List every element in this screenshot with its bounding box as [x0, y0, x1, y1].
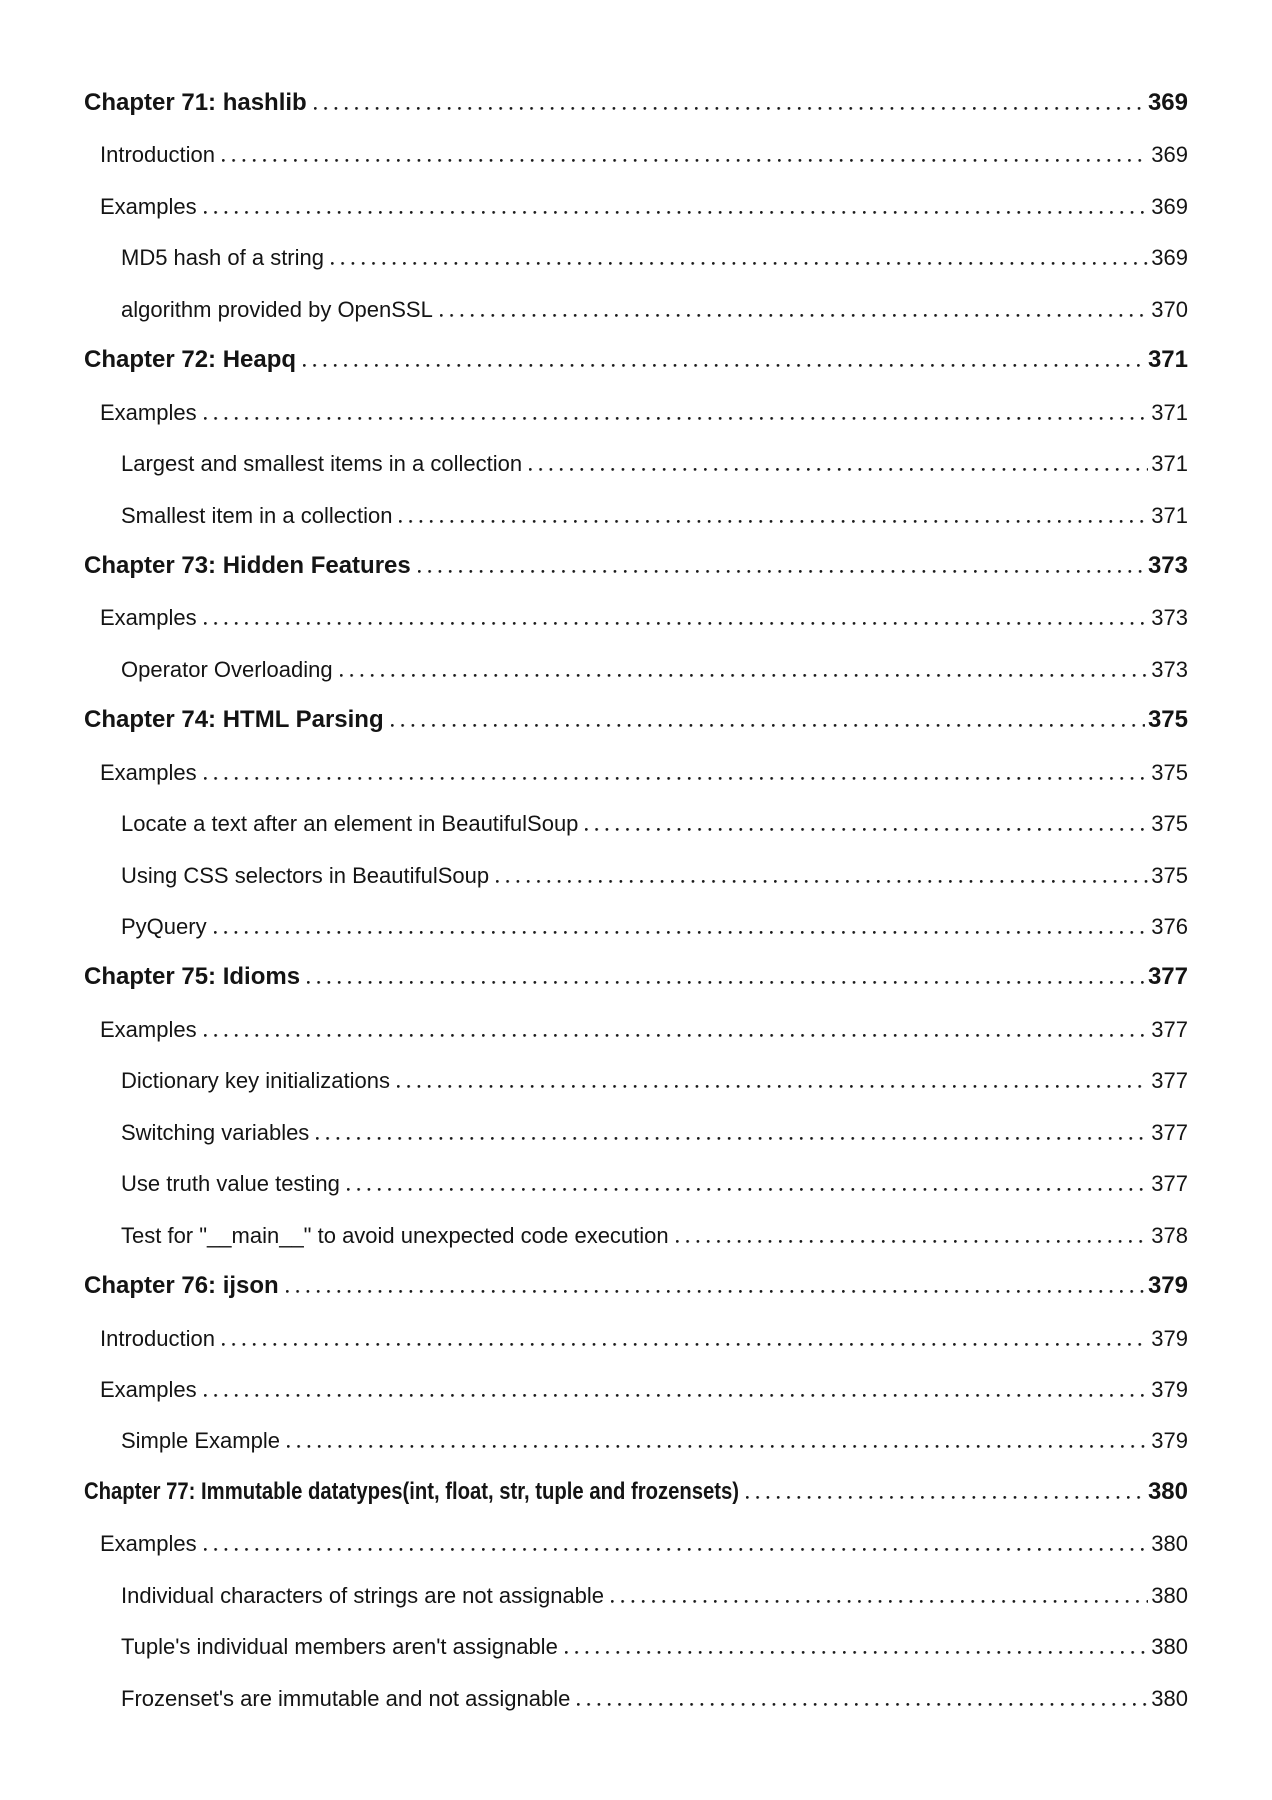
toc-page-number: 380: [1147, 1477, 1188, 1505]
dot-leader: [399, 520, 1148, 523]
toc-entry-label: Chapter 76: ijson: [84, 1272, 279, 1300]
toc-row[interactable]: [84, 438, 1188, 489]
toc-entry-label: Switching variables: [121, 1119, 310, 1145]
toc-entry-label: Dictionary key initializations: [121, 1068, 390, 1094]
toc-row[interactable]: [84, 129, 1188, 180]
toc-row[interactable]: [84, 1673, 1188, 1724]
toc-entry-label: Introduction: [100, 142, 215, 168]
dot-leader: [331, 262, 1148, 265]
dot-leader: [204, 211, 1149, 214]
toc-page-number: 371: [1151, 399, 1188, 425]
toc-entry-label: Examples: [100, 605, 197, 631]
toc-page-number: 376: [1151, 914, 1188, 939]
dot-leader: [307, 981, 1145, 984]
dot-leader: [585, 828, 1148, 831]
dot-leader: [611, 1600, 1148, 1603]
dot-leader: [746, 1496, 1145, 1499]
toc-entry-label: Introduction: [100, 1325, 215, 1351]
toc-row[interactable]: [84, 1210, 1188, 1261]
toc-page-number: 373: [1147, 551, 1188, 579]
toc-entry-label: Using CSS selectors in BeautifulSoup: [121, 862, 490, 888]
toc-row[interactable]: [84, 1158, 1188, 1209]
dot-leader: [314, 107, 1145, 110]
toc-entry-label: Smallest item in a collection: [121, 502, 393, 528]
toc-entry-label: Use truth value testing: [121, 1171, 340, 1197]
toc-page-number: 377: [1147, 963, 1188, 991]
toc-row[interactable]: [84, 952, 1188, 1003]
toc-entry-label: Examples: [100, 1016, 197, 1042]
toc-page-number: 379: [1151, 1428, 1188, 1454]
toc-page-number: 371: [1151, 502, 1188, 528]
dot-leader: [529, 468, 1148, 471]
toc-page-number: 371: [1151, 451, 1188, 477]
toc-page-number: 377: [1151, 1068, 1188, 1094]
toc-row[interactable]: [84, 1055, 1188, 1106]
toc-row[interactable]: [84, 78, 1188, 129]
toc-page-number: 375: [1151, 811, 1188, 837]
toc-row[interactable]: [84, 1467, 1188, 1518]
dot-leader: [347, 1188, 1148, 1191]
dot-leader: [316, 1137, 1148, 1140]
toc-row[interactable]: [84, 181, 1188, 232]
dot-leader: [204, 1548, 1149, 1551]
dot-leader: [577, 1703, 1148, 1706]
dot-leader: [286, 1290, 1145, 1293]
toc-row[interactable]: [84, 1518, 1188, 1569]
toc-page-number: 375: [1151, 759, 1188, 785]
dot-leader: [204, 1034, 1149, 1037]
dot-leader: [204, 1394, 1149, 1397]
toc-entry-label: Test for "__main__" to avoid unexpected code execution: [121, 1222, 669, 1248]
toc-entry-label: Examples: [100, 193, 197, 219]
toc-entry-label: Examples: [100, 1531, 197, 1557]
dot-leader: [222, 159, 1148, 162]
dot-leader: [418, 570, 1145, 573]
toc-page-number: 379: [1151, 1325, 1188, 1351]
toc-entry-label: Chapter 72: Heapq: [84, 346, 297, 374]
toc-page-number: 369: [1151, 142, 1188, 168]
toc-entry-label: Simple Example: [121, 1428, 280, 1454]
toc-row[interactable]: [84, 335, 1188, 386]
toc-row[interactable]: [84, 1415, 1188, 1466]
toc-row[interactable]: [84, 1107, 1188, 1158]
toc-page-number: 375: [1151, 862, 1188, 888]
toc-entry-label: Frozenset's are immutable and not assignable: [121, 1685, 571, 1711]
toc-page-number: 371: [1147, 346, 1188, 374]
toc-page-number: 379: [1151, 1376, 1188, 1402]
toc-row[interactable]: [84, 1364, 1188, 1415]
dot-leader: [204, 622, 1149, 625]
toc-page-number: 379: [1147, 1272, 1188, 1300]
toc-entry-label: Operator Overloading: [121, 656, 333, 682]
dot-leader: [340, 674, 1149, 677]
toc-page-number: 377: [1151, 1171, 1188, 1197]
toc-row[interactable]: [84, 1313, 1188, 1364]
toc-row[interactable]: [84, 901, 1188, 952]
toc-entry-label: MD5 hash of a string: [121, 245, 324, 271]
dot-leader: [287, 1445, 1148, 1448]
toc-row[interactable]: [84, 798, 1188, 849]
dot-leader: [303, 364, 1145, 367]
toc-entry-label: Chapter 71: hashlib: [84, 89, 307, 116]
toc-entry-label: PyQuery: [121, 914, 207, 939]
toc-row[interactable]: [84, 1004, 1188, 1055]
toc-row[interactable]: [84, 1261, 1188, 1312]
toc-row[interactable]: [84, 1570, 1188, 1621]
toc-row[interactable]: [84, 695, 1188, 746]
toc-row[interactable]: [84, 850, 1188, 901]
dot-leader: [214, 931, 1149, 934]
toc-entry-label: Chapter 74: HTML Parsing: [84, 706, 384, 734]
toc-page-number: 377: [1151, 1016, 1188, 1042]
dot-leader: [440, 314, 1148, 317]
toc-entry-label: Examples: [100, 1376, 197, 1402]
dot-leader: [565, 1651, 1148, 1654]
toc-row[interactable]: [84, 284, 1188, 335]
dot-leader: [204, 417, 1149, 420]
toc-page-number: 373: [1151, 605, 1188, 631]
toc-page-number: 369: [1151, 193, 1188, 219]
toc-page-number: 378: [1151, 1222, 1188, 1248]
toc-entry-label: Locate a text after an element in BeautifulSoup: [121, 811, 579, 837]
toc-entry-label: algorithm provided by OpenSSL: [121, 296, 433, 322]
dot-leader: [204, 777, 1149, 780]
table-of-contents: [84, 78, 1188, 1724]
toc-entry-label: Largest and smallest items in a collection: [121, 451, 523, 477]
toc-page-number: 377: [1151, 1119, 1188, 1145]
toc-row[interactable]: [84, 644, 1188, 695]
toc-page-number: 380: [1151, 1634, 1188, 1660]
toc-entry-label: Examples: [100, 399, 197, 425]
toc-page-number: 369: [1151, 245, 1188, 271]
toc-row[interactable]: [84, 387, 1188, 438]
toc-row[interactable]: [84, 490, 1188, 541]
toc-entry-label: Tuple's individual members aren't assignable: [121, 1634, 558, 1660]
toc-page-number: 380: [1151, 1531, 1188, 1557]
toc-page-number: 369: [1147, 89, 1188, 116]
toc-row[interactable]: [84, 541, 1188, 592]
toc-entry-label: Chapter 73: Hidden Features: [84, 551, 411, 579]
dot-leader: [496, 880, 1148, 883]
toc-entry-label: Examples: [100, 759, 197, 785]
toc-page-number: 380: [1151, 1685, 1188, 1711]
dot-leader: [222, 1343, 1148, 1346]
dot-leader: [397, 1085, 1148, 1088]
toc-row[interactable]: [84, 747, 1188, 798]
toc-page-number: 370: [1151, 296, 1188, 322]
toc-entry-label: Individual characters of strings are not assignable: [121, 1582, 605, 1608]
dot-leader: [676, 1240, 1149, 1243]
toc-row[interactable]: [84, 1621, 1188, 1672]
toc-row[interactable]: [84, 232, 1188, 283]
dot-leader: [391, 724, 1145, 727]
toc-entry-label: Chapter 75: Idioms: [84, 963, 301, 991]
toc-page-number: 373: [1151, 656, 1188, 682]
toc-page-number: 375: [1147, 706, 1188, 734]
toc-entry-label: Chapter 77: Immutable datatypes(int, float, str, tuple and frozensets): [84, 1477, 739, 1505]
toc-page-number: 380: [1151, 1582, 1188, 1608]
toc-row[interactable]: [84, 592, 1188, 643]
